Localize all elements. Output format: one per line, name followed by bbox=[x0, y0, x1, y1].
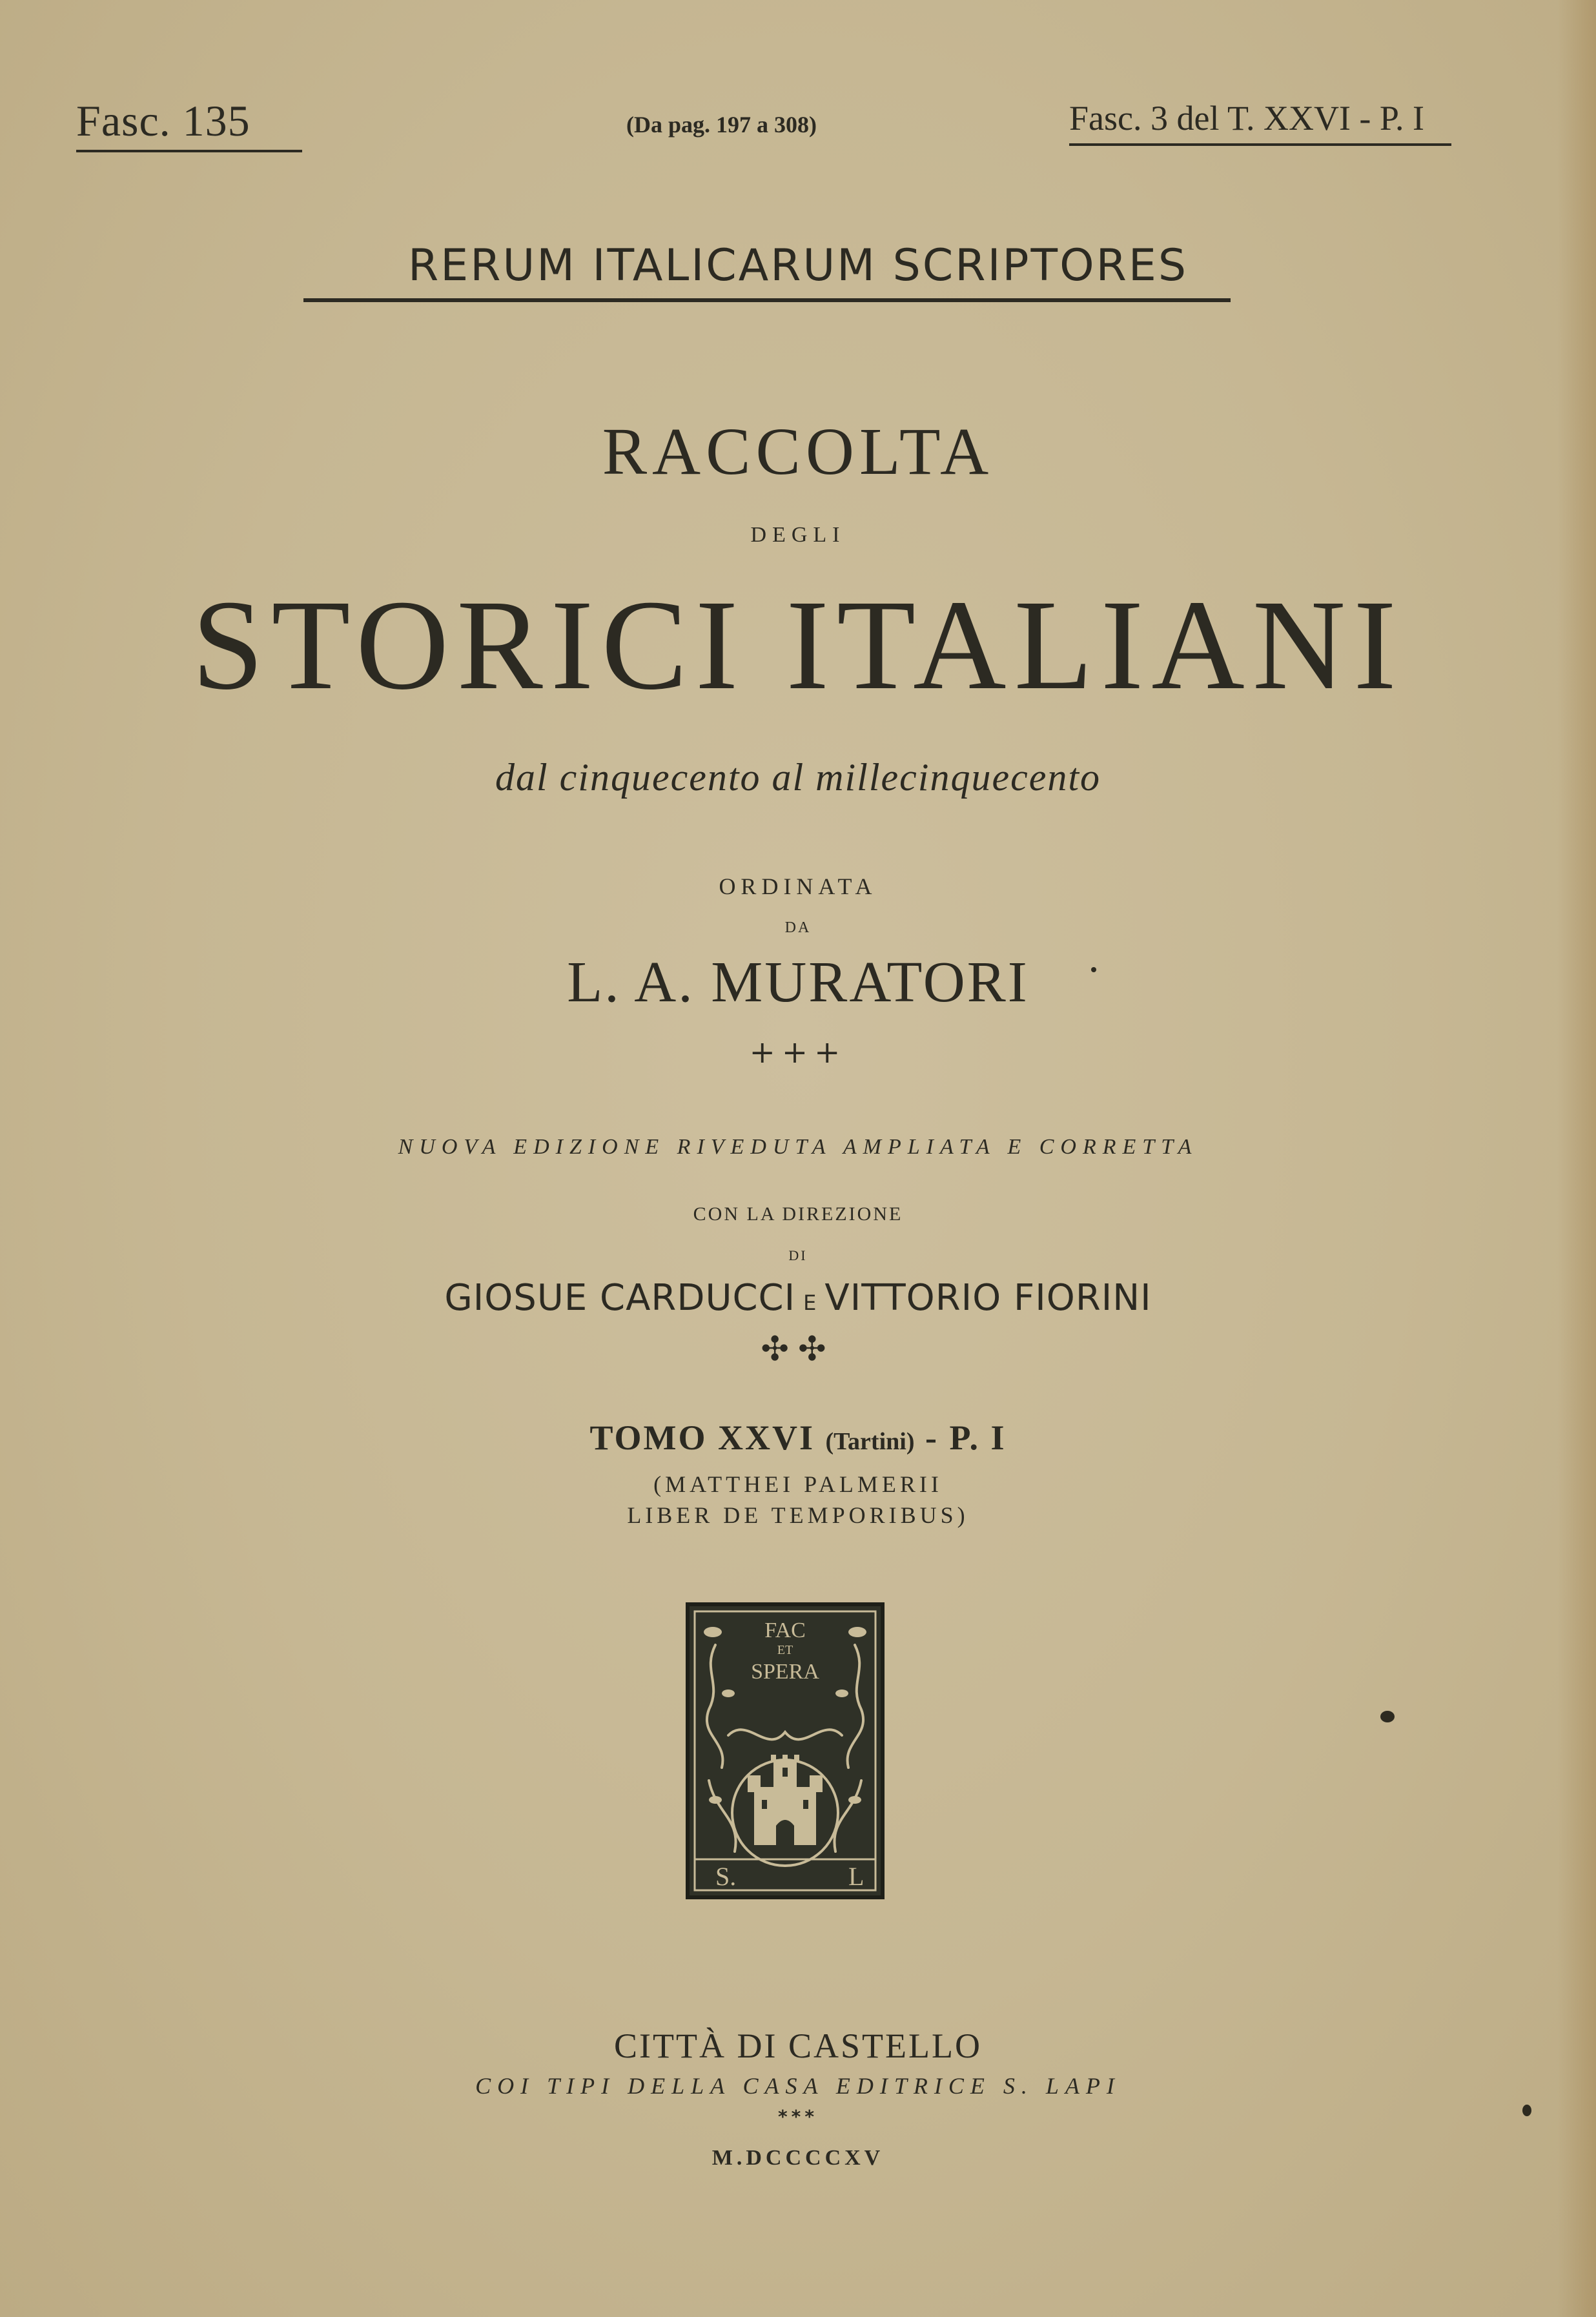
series-title: RERUM ITALICARUM SCRIPTORES bbox=[408, 240, 1188, 291]
fascicle-volume-underline bbox=[1069, 143, 1451, 146]
conjunction: E bbox=[803, 1291, 817, 1315]
imprint-printer: COI TIPI DELLA CASA EDITRICE S. LAPI bbox=[475, 2073, 1121, 2099]
emblem-motto-fac: FAC bbox=[764, 1618, 806, 1642]
di-label: DI bbox=[788, 1247, 808, 1263]
ordinata-label: ORDINATA bbox=[719, 873, 877, 899]
title-raccolta: RACCOLTA bbox=[602, 414, 994, 489]
ink-spot bbox=[1380, 1711, 1395, 1722]
fascicle-volume: Fasc. 3 del T. XXVI - P. I bbox=[1069, 99, 1424, 138]
imprint-year: M.DCCCCXV bbox=[711, 2146, 885, 2170]
title-degli: DEGLI bbox=[750, 523, 846, 547]
cross-ornament: +++ bbox=[749, 1034, 847, 1070]
fascicle-underline bbox=[76, 150, 302, 152]
da-label: DA bbox=[784, 919, 812, 936]
imprint-stars: *** bbox=[778, 2106, 818, 2127]
editor-name: L. A. MURATORI bbox=[567, 950, 1029, 1014]
fleuron-ornament: ✣✣ bbox=[761, 1330, 835, 1369]
page-range: (Da pag. 197 a 308) bbox=[626, 112, 817, 138]
work-title-line-2: LIBER DE TEMPORIBUS) bbox=[627, 1502, 969, 1528]
imprint-city: CITTÀ DI CASTELLO bbox=[614, 2026, 982, 2065]
director-carducci: GIOSUE CARDUCCI bbox=[444, 1277, 796, 1319]
page-title: STORICI ITALIANI bbox=[192, 574, 1404, 717]
volume-line bbox=[0, 1418, 1596, 1458]
volume-number: TOMO XXVI bbox=[589, 1418, 815, 1457]
edition-note: NUOVA EDIZIONE RIVEDUTA AMPLIATA E CORRETTA bbox=[398, 1135, 1198, 1159]
fascicle-number: Fasc. 135 bbox=[76, 96, 251, 145]
volume-editor-note: (Tartini) bbox=[825, 1428, 915, 1455]
emblem-initial-s: S. bbox=[715, 1862, 737, 1891]
emblem-motto-et: ET bbox=[777, 1643, 793, 1657]
director-fiorini: VITTORIO FIORINI bbox=[824, 1277, 1152, 1319]
printer-emblem bbox=[686, 1602, 885, 1899]
page-subtitle: dal cinquecento al millecinquecento bbox=[495, 756, 1101, 799]
work-title-line-1: (MATTHEI PALMERII bbox=[653, 1471, 943, 1497]
emblem-initial-l: L bbox=[848, 1862, 865, 1891]
volume-part: - P. I bbox=[925, 1418, 1007, 1457]
emblem-motto-spera: SPERA bbox=[751, 1660, 819, 1684]
series-underline bbox=[303, 298, 1231, 302]
direction-label: CON LA DIREZIONE bbox=[693, 1203, 903, 1225]
directors bbox=[0, 1277, 1596, 1319]
emblem-artwork bbox=[690, 1606, 881, 1895]
